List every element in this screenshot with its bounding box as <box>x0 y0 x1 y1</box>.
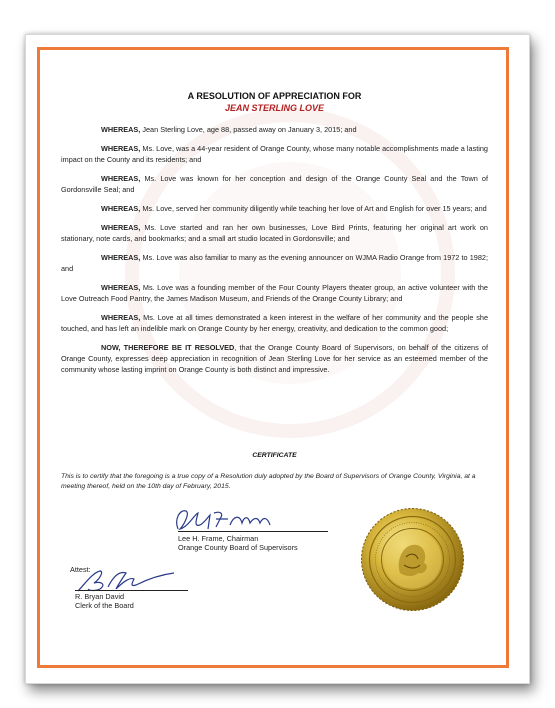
paragraph-lead: WHEREAS, <box>101 283 141 292</box>
paragraph-text: Ms. Love started and ran her own businesses, Love Bird Prints, featuring her original art work on stationary, note cards, and bookmarks; and a small art studio located in Gordonsville; and <box>61 223 488 243</box>
chairman-title: Orange County Board of Supervisors <box>178 543 298 552</box>
resolution-subtitle: JEAN STERLING LOVE <box>224 103 324 113</box>
paragraph-text: Ms. Love was known for her conception and design of the Orange County Seal and the Town of Gordonsville Seal; and <box>61 174 488 194</box>
attest-label: Attest: <box>70 565 91 574</box>
clerk-name: R. Bryan David <box>75 592 125 601</box>
paragraph-text: Ms. Love, served her community diligently while teaching her love of Art and English for over 15 years; and <box>140 204 487 213</box>
paragraph-text: Ms. Love, was a 44-year resident of Orange County, whose many notable accomplishments made a lasting impact on the County and its residents; and <box>61 144 488 164</box>
paragraph-lead: WHEREAS, <box>101 223 141 232</box>
whereas-paragraph <box>61 173 488 195</box>
paragraph-text: , that the Orange County Board of Supervisors, on behalf of the citizens of Orange County, expresses deep appreciation in recognition of Jean Sterling Love for her service as an esteemed member of the community whose lasting imprint on Orange County is both distinct and impressive. <box>61 343 488 374</box>
paragraph-lead: NOW, THEREFORE BE IT RESOLVED <box>101 343 235 352</box>
resolved-paragraph <box>61 342 488 375</box>
chairman-signature-line <box>178 531 328 532</box>
whereas-paragraph <box>61 252 488 274</box>
paragraph-text: Ms. Love was a founding member of the Four County Players theater group, an active volunteer with the Love Outreach Food Pantry, the James Madison Museum, and Friends of the Orange County Library; and <box>61 283 488 303</box>
chairman-name: Lee H. Frame, Chairman <box>178 534 259 543</box>
clerk-title: Clerk of the Board <box>75 601 134 610</box>
paragraph-lead: WHEREAS, <box>101 204 141 213</box>
whereas-paragraph <box>61 282 488 304</box>
paragraph-lead: WHEREAS, <box>101 313 141 322</box>
paragraph-lead: WHEREAS, <box>101 253 141 262</box>
whereas-paragraph <box>61 312 488 334</box>
certificate-text: This is to certify that the foregoing is a true copy of a Resolution duly adopted by the Board of Supervisors of Orange County, Virginia, at a meeting thereof, held on the 10th day of February, 2015. <box>61 473 476 490</box>
whereas-paragraph <box>61 143 488 165</box>
certificate-heading: CERTIFICATE <box>252 452 297 459</box>
paragraph-text: Ms. Love at all times demonstrated a keen interest in the welfare of her community and the people she touched, and has left an indelible mark on Orange County by her energy, creativity, and dedication to the common good; <box>61 313 488 333</box>
paragraph-lead: WHEREAS, <box>101 174 141 183</box>
paragraph-lead: WHEREAS, <box>101 144 141 153</box>
whereas-paragraph <box>61 124 488 135</box>
resolution-title: A RESOLUTION OF APPRECIATION FOR <box>187 91 362 101</box>
paragraph-lead: WHEREAS, <box>101 125 141 134</box>
paragraph-text: Ms. Love was also familiar to many as the evening announcer on WJMA Radio Orange from 1972 to 1982; and <box>61 253 488 273</box>
whereas-paragraph <box>61 203 488 214</box>
gold-county-seal <box>360 507 465 612</box>
resolution-body <box>61 90 488 383</box>
clerk-signature-line <box>75 590 188 591</box>
whereas-paragraph <box>61 222 488 244</box>
paragraph-text: Jean Sterling Love, age 88, passed away on January 3, 2015; and <box>140 125 357 134</box>
